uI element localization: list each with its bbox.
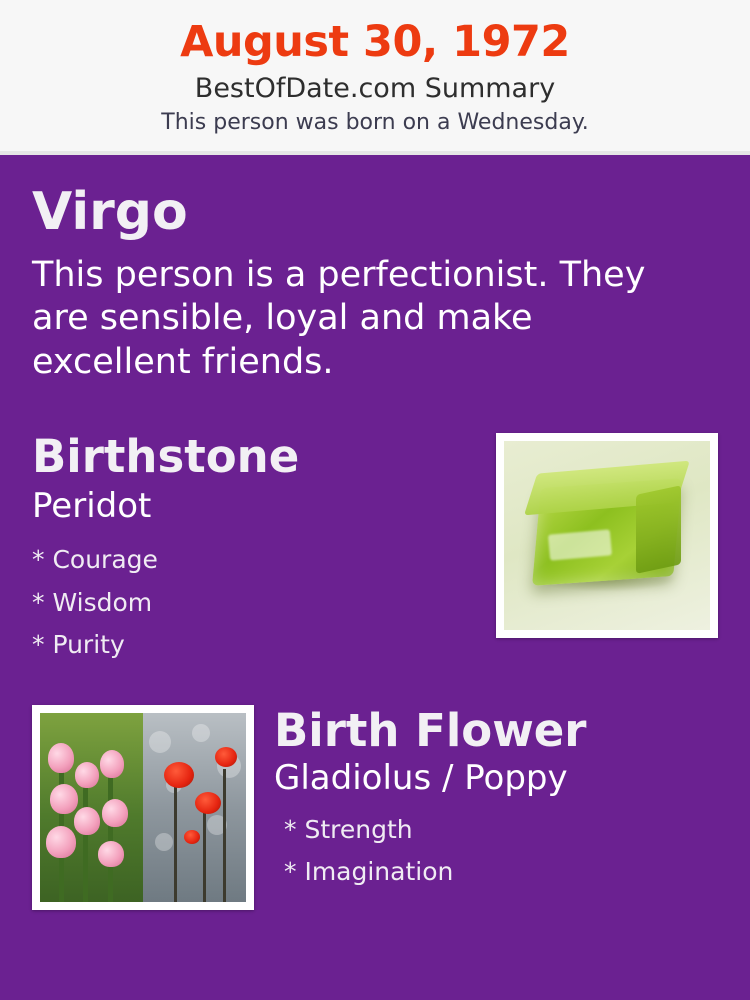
birthstone-photo-frame <box>496 433 718 638</box>
birthstone-title: Birthstone <box>32 429 300 483</box>
gladiolus-poppy-photo <box>40 713 246 902</box>
birthstone-name: Peridot <box>32 486 152 527</box>
content <box>0 155 750 1000</box>
poppy-photo-half <box>143 713 246 902</box>
birth-flower-title: Birth Flower <box>274 703 587 757</box>
peridot-gemstone-photo <box>504 441 710 630</box>
birthstone-text <box>32 429 480 667</box>
born-day-note: This person was born on a Wednesday. <box>161 109 589 135</box>
birthstone-trait: * Courage <box>32 545 158 575</box>
birth-flower-trait: * Imagination <box>284 857 454 887</box>
zodiac-sign-name: Virgo <box>32 182 188 243</box>
birth-flower-section <box>32 705 718 910</box>
birthstone-trait: * Purity <box>32 630 125 660</box>
gladiolus-photo-half <box>40 713 143 902</box>
birthstone-section <box>32 429 718 667</box>
birth-flower-text <box>272 705 718 894</box>
birth-flower-name: Gladiolus / Poppy <box>274 757 568 798</box>
birth-flower-photo-frame <box>32 705 254 910</box>
header <box>0 0 750 155</box>
birth-flower-trait: * Strength <box>284 814 413 844</box>
gem-side-facet <box>636 485 681 574</box>
site-summary-label: BestOfDate.com Summary <box>194 73 556 105</box>
page-title: August 30, 1972 <box>180 17 570 67</box>
zodiac-description: This person is a perfectionist. They are sensible, loyal and make excellent friends. <box>32 254 646 383</box>
birthstone-trait: * Wisdom <box>32 587 153 617</box>
gem-highlight <box>548 529 612 561</box>
